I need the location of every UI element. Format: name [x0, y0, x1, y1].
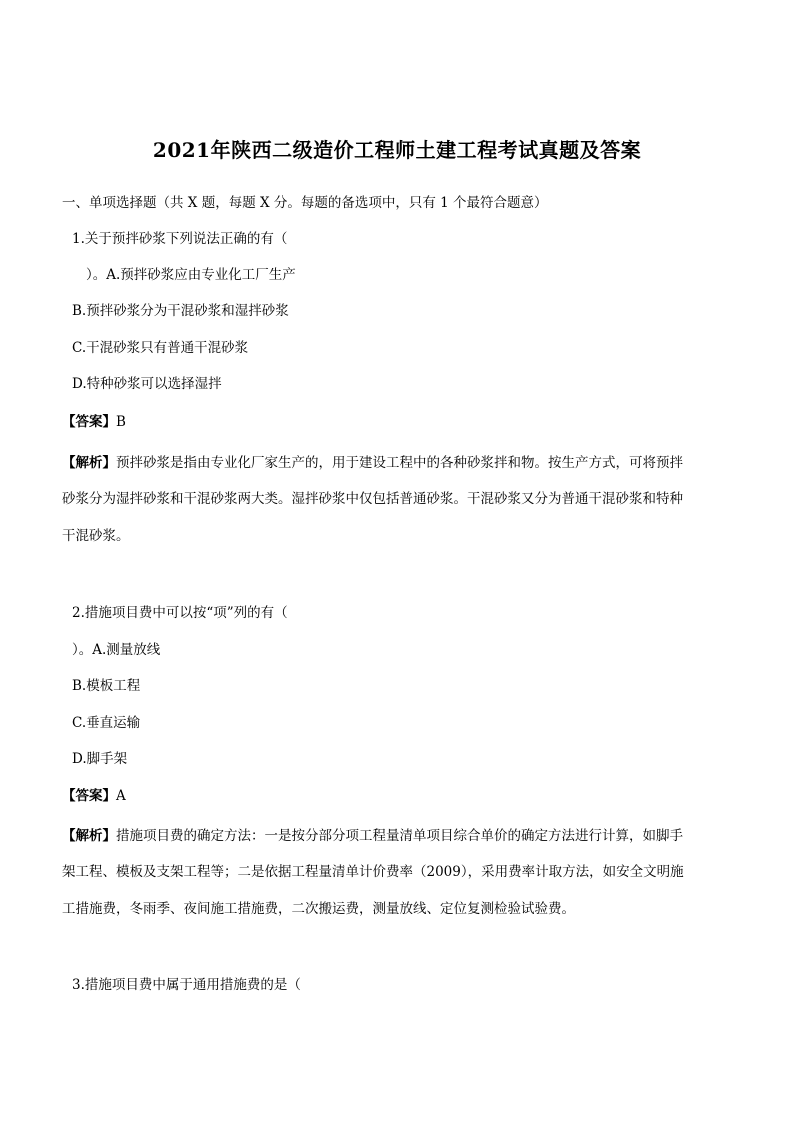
question-1-option-a: ）。A.预拌砂浆应由专业化工厂生产 — [86, 267, 296, 283]
question-1-answer — [62, 412, 126, 432]
explanation-text: 措施项目费的确定方法：一是按分部分项工程量清单项目综合单价的确定方法进行计算，如脚手 — [116, 828, 683, 844]
question-1-explanation-line-1 — [62, 453, 742, 473]
answer-label: 【答案】 — [62, 788, 116, 804]
question-2-explanation-line-1 — [62, 826, 742, 846]
question-2-explanation-line-3: 工措施费，冬雨季、夜间施工措施费，二次搬运费，测量放线、定位复测检验试验费。 — [62, 901, 575, 917]
section-heading: 一、单项选择题（共 X 题，每题 X 分。每题的备选项中，只有 1 个最符合题意） — [62, 195, 548, 211]
answer-value: A — [116, 788, 126, 804]
question-1-explanation-line-2: 砂浆分为湿拌砂浆和干混砂浆两大类。湿拌砂浆中仅包括普通砂浆。干混砂浆又分为普通干混砂浆和特种 — [62, 491, 683, 507]
question-2-option-d: D.脚手架 — [72, 751, 128, 767]
question-1-stem: 1.关于预拌砂浆下列说法正确的有（ — [72, 231, 288, 247]
answer-value: B — [116, 414, 126, 430]
question-2-option-b: B.模板工程 — [72, 678, 141, 694]
question-1-option-d: D.特种砂浆可以选择湿拌 — [72, 376, 222, 392]
question-2-option-a: ）。A.测量放线 — [72, 642, 161, 658]
question-1-explanation-line-3: 干混砂浆。 — [62, 528, 130, 544]
answer-label: 【答案】 — [62, 414, 116, 430]
question-2-explanation-line-2: 架工程、模板及支架工程等；二是依据工程量清单计价费率（2009），采用费率计取方法，如安全文明施 — [62, 864, 684, 880]
explanation-text: 预拌砂浆是指由专业化厂家生产的，用于建设工程中的各种砂浆拌和物。按生产方式，可将预拌 — [116, 455, 683, 471]
explanation-label: 【解析】 — [62, 828, 116, 844]
explanation-label: 【解析】 — [62, 455, 116, 471]
question-1-option-c: C.干混砂浆只有普通干混砂浆 — [72, 340, 249, 356]
question-2-stem: 2.措施项目费中可以按“项”列的有（ — [72, 605, 288, 621]
document-title: 2021年陕西二级造价工程师土建工程考试真题及答案 — [152, 138, 642, 162]
question-3-stem: 3.措施项目费中属于通用措施费的是（ — [72, 977, 301, 993]
question-2-answer — [62, 786, 126, 806]
question-2-option-c: C.垂直运输 — [72, 715, 141, 731]
question-1-option-b: B.预拌砂浆分为干混砂浆和湿拌砂浆 — [72, 303, 289, 319]
